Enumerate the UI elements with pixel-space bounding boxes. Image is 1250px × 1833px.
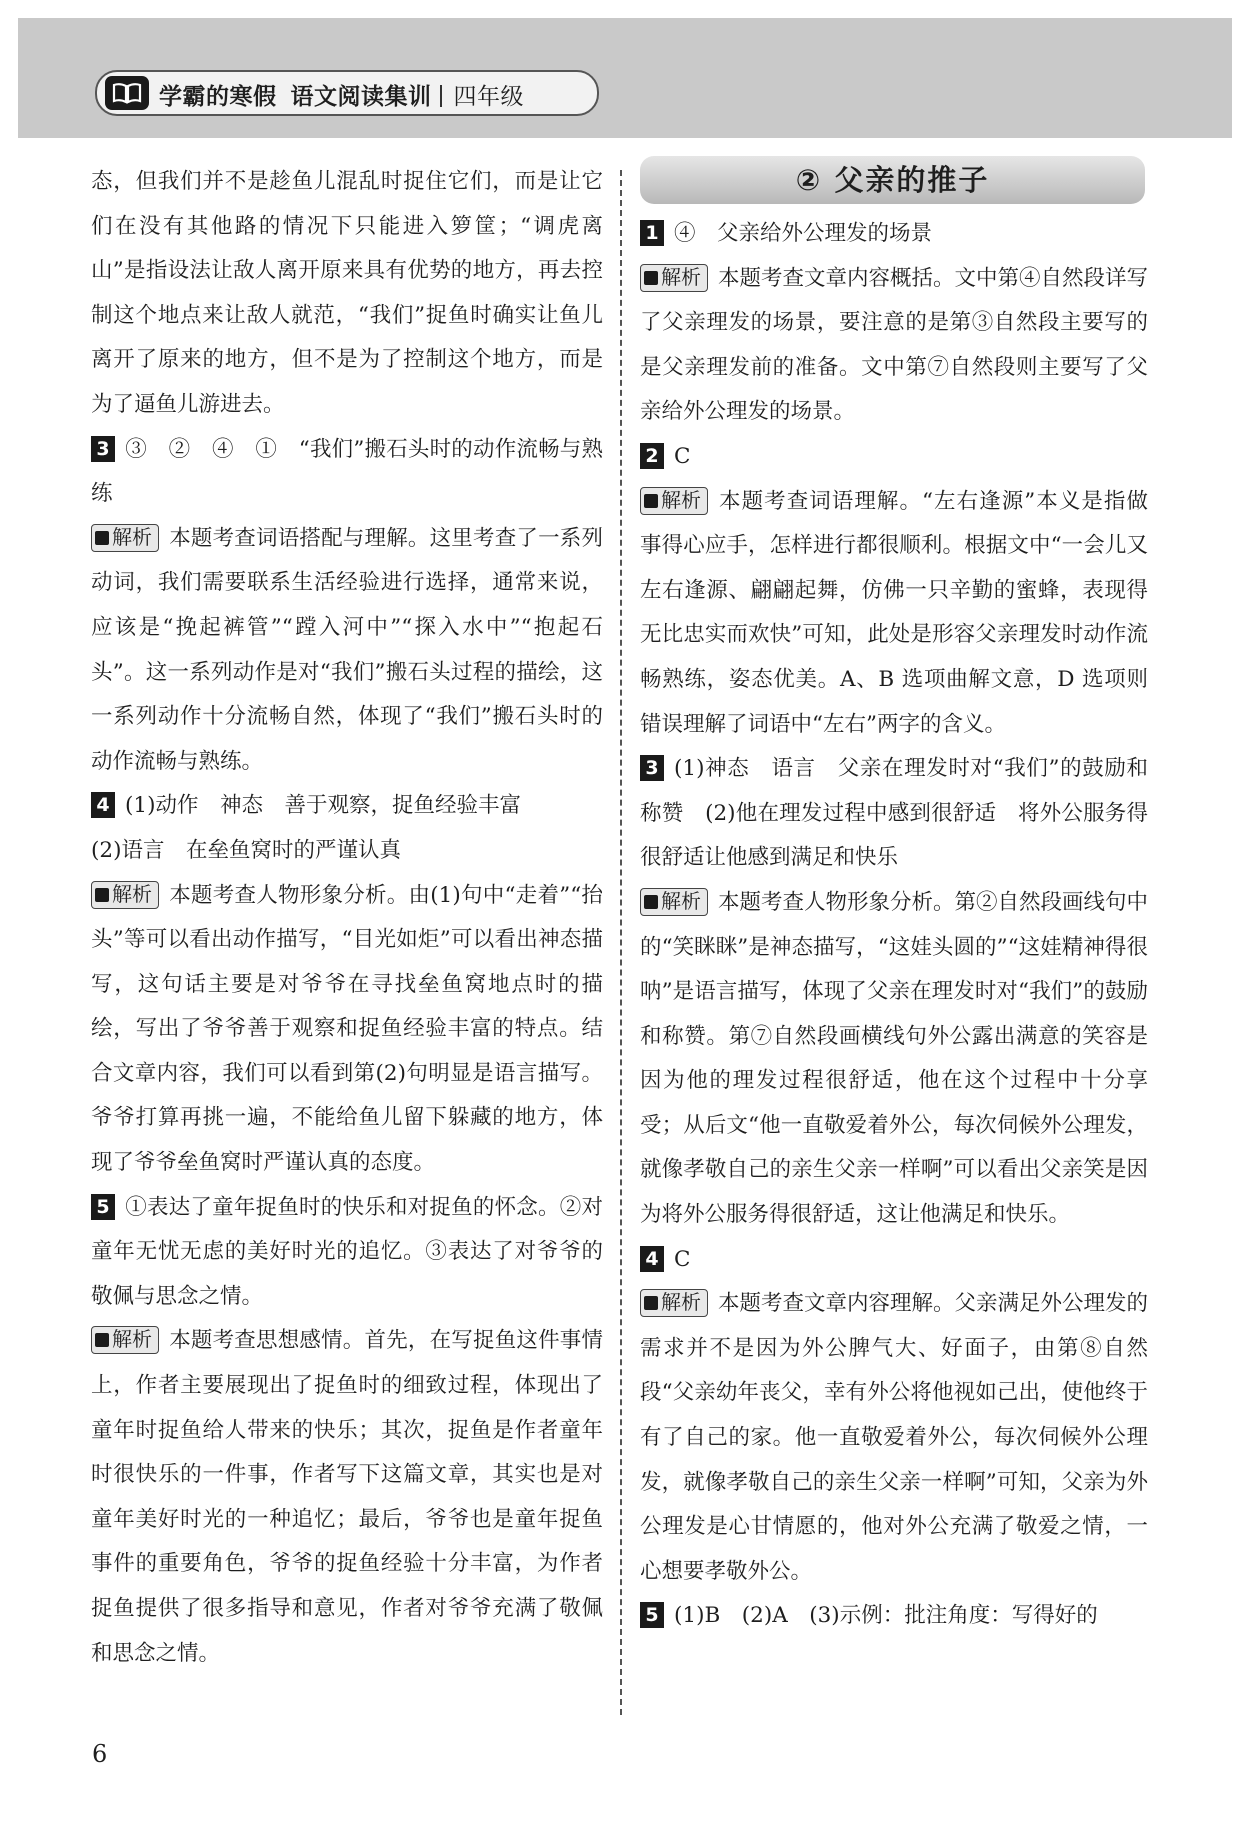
answer-q2 xyxy=(640,435,1148,480)
answer-q4 xyxy=(640,1238,1148,1283)
header-title-bar xyxy=(95,70,599,116)
analysis-label: 解析 xyxy=(91,1326,159,1354)
analysis-label: 解析 xyxy=(640,487,708,515)
question-number-badge: 3 xyxy=(640,755,664,781)
question-number-badge: 2 xyxy=(640,443,664,469)
analysis-icon xyxy=(644,1296,658,1310)
answer-text: (1)B (2)A (3)示例：批注角度：写得好的 xyxy=(674,1603,1098,1629)
answer-q3 xyxy=(640,747,1148,881)
analysis-label: 解析 xyxy=(91,881,159,909)
answer-q5 xyxy=(91,1186,603,1320)
analysis-q4 xyxy=(91,874,603,1186)
analysis-icon xyxy=(644,895,658,909)
question-number-badge: 4 xyxy=(640,1246,664,1272)
analysis-label: 解析 xyxy=(91,524,159,552)
answer-text: C xyxy=(674,1246,691,1272)
page-number: 6 xyxy=(92,1740,108,1768)
analysis-text: 本题考查人物形象分析。第②自然段画线句中的“笑眯眯”是神态描写，“这娃头圆的”“这娃精神得很呐”是语言描写，体现了父亲在理发时对“我们”的鼓励和称赞。第⑦自然段画横线句外公露出满意的笑容是因为他的理发过程很舒适，他在这个过程中十分享受；从后文“他一直敬爱着外公，每次伺候外公理发，就像孝敬自己的亲生父亲一样啊”可以看出父亲笑是因为将外公服务得很舒适，这让他满足和快乐。 xyxy=(640,889,1149,1228)
analysis-q3 xyxy=(91,517,603,785)
analysis-text: 本题考查思想感情。首先，在写捉鱼这件事情上，作者主要展现出了捉鱼时的细致过程，体现出了童年时捉鱼给人带来的快乐；其次，捉鱼是作者童年时很快乐的一件事，作者写下这篇文章，其实也是对童年美好时光的一种追忆；最后，爷爷也是童年捉鱼事件的重要角色，爷爷的捉鱼经验十分丰富，为作者捉鱼提供了很多指导和意见，作者对爷爷充满了敬佩和思念之情。 xyxy=(91,1328,603,1666)
analysis-text: 本题考查词语搭配与理解。这里考查了一系列动词，我们需要联系生活经验进行选择，通常来说，应该是“挽起裤管”“蹚入河中”“探入水中”“抱起石头”。这一系列动作是对“我们”搬石头过程的描绘，这一系列动作十分流畅自然，体现了“我们”搬石头时的动作流畅与熟练。 xyxy=(91,525,603,774)
open-book-icon xyxy=(105,76,149,110)
grade-label: 四年级 xyxy=(453,84,524,110)
analysis-text: 本题考查人物形象分析。由(1)句中“走着”“抬头”等可以看出动作描写，“目光如炬”可以看出神态描写，这句话主要是对爷爷在寻找垒鱼窝地点时的描绘，写出了爷爷善于观察和捉鱼经验丰富的特点。结合文章内容，我们可以看到第(2)句明显是语言描写。爷爷打算再挑一遍，不能给鱼儿留下躲藏的地方，体现了爷爷垒鱼窝时严谨认真的态度。 xyxy=(91,882,603,1176)
subject-title: 语文阅读集训 xyxy=(290,84,432,110)
question-number-badge: 3 xyxy=(91,436,115,462)
analysis-icon xyxy=(644,271,658,285)
answer-text: (1)动作 神态 善于观察，捉鱼经验丰富 xyxy=(125,793,521,819)
analysis-label: 解析 xyxy=(640,1289,708,1317)
analysis-text: 本题考查文章内容理解。父亲满足外公理发的需求并不是因为外公脾气大、好面子，由第⑧自然段“父亲幼年丧父，幸有外公将他视如己出，使他终于有了自己的家。他一直敬爱着外公，每次伺候外公理发，就像孝敬自己的亲生父亲一样啊”可知，父亲为外公理发是心甘情愿的，他对外公充满了敬爱之情，一心想要孝敬外公。 xyxy=(640,1291,1149,1584)
right-column xyxy=(640,160,1148,1639)
analysis-label: 解析 xyxy=(640,264,708,292)
section-title: ② 父亲的推子 xyxy=(640,156,1145,204)
answer-q4 xyxy=(91,784,603,829)
answer-q4-line2: (2)语言 在垒鱼窝时的严谨认真 xyxy=(91,837,401,863)
question-number-badge: 5 xyxy=(91,1194,115,1220)
analysis-q4 xyxy=(640,1282,1148,1594)
header-text xyxy=(159,78,524,111)
continuation-paragraph: 态，但我们并不是趁鱼儿混乱时捉住它们，而是让它们在没有其他路的情况下只能进入箩筐；“调虎离山”是指设法让敌人离开原来具有优势的地方，再去控制这个地点来让敌人就范，“我们”捉鱼时确实让鱼儿离开了原来的地方，但不是为了控制这个地方，而是为了逼鱼儿游进去。 xyxy=(91,169,603,417)
header-separator xyxy=(440,85,442,107)
analysis-q3 xyxy=(640,881,1148,1238)
analysis-label: 解析 xyxy=(640,888,708,916)
answer-text: ①表达了童年捉鱼时的快乐和对捉鱼的怀念。②对童年无忧无虑的美好时光的追忆。③表达了对爷爷的敬佩与思念之情。 xyxy=(91,1194,603,1309)
answer-q5 xyxy=(640,1594,1148,1639)
analysis-icon xyxy=(95,888,109,902)
answer-text: ③ ② ④ ① “我们”搬石头时的动作流畅与熟练 xyxy=(91,436,603,507)
answer-q1 xyxy=(640,212,1148,257)
book-title: 学霸的寒假 xyxy=(159,84,277,110)
question-number-badge: 4 xyxy=(91,792,115,818)
analysis-q2 xyxy=(640,480,1148,748)
left-column xyxy=(91,160,603,1676)
question-number-badge: 1 xyxy=(640,220,664,246)
analysis-icon xyxy=(644,494,658,508)
analysis-q1 xyxy=(640,257,1148,435)
answer-q3 xyxy=(91,428,603,517)
answer-text: ④ 父亲给外公理发的场景 xyxy=(674,221,933,246)
question-number-badge: 5 xyxy=(640,1602,664,1628)
answer-text: (1)神态 语言 父亲在理发时对“我们”的鼓励和称赞 (2)他在理发过程中感到很舒适 将外公服务得很舒适让他感到满足和快乐 xyxy=(640,756,1148,871)
analysis-text: 本题考查文章内容概括。文中第④自然段详写了父亲理发的场景，要注意的是第③自然段主要写的是父亲理发前的准备。文中第⑦自然段则主要写了父亲给外公理发的场景。 xyxy=(640,265,1149,425)
analysis-icon xyxy=(95,531,109,545)
column-divider xyxy=(620,170,622,1715)
analysis-icon xyxy=(95,1333,109,1347)
analysis-q5 xyxy=(91,1319,603,1676)
answer-text: C xyxy=(674,443,691,469)
analysis-text: 本题考查词语理解。“左右逢源”本义是指做事得心应手，怎样进行都很顺利。根据文中“一会儿又左右逢源、翩翩起舞，仿佛一只辛勤的蜜蜂，表现得无比忠实而欢快”可知，此处是形容父亲理发时动作流畅熟练，姿态优美。A、B 选项曲解文意，D 选项则错误理解了词语中“左右”两字的含义。 xyxy=(640,488,1148,737)
